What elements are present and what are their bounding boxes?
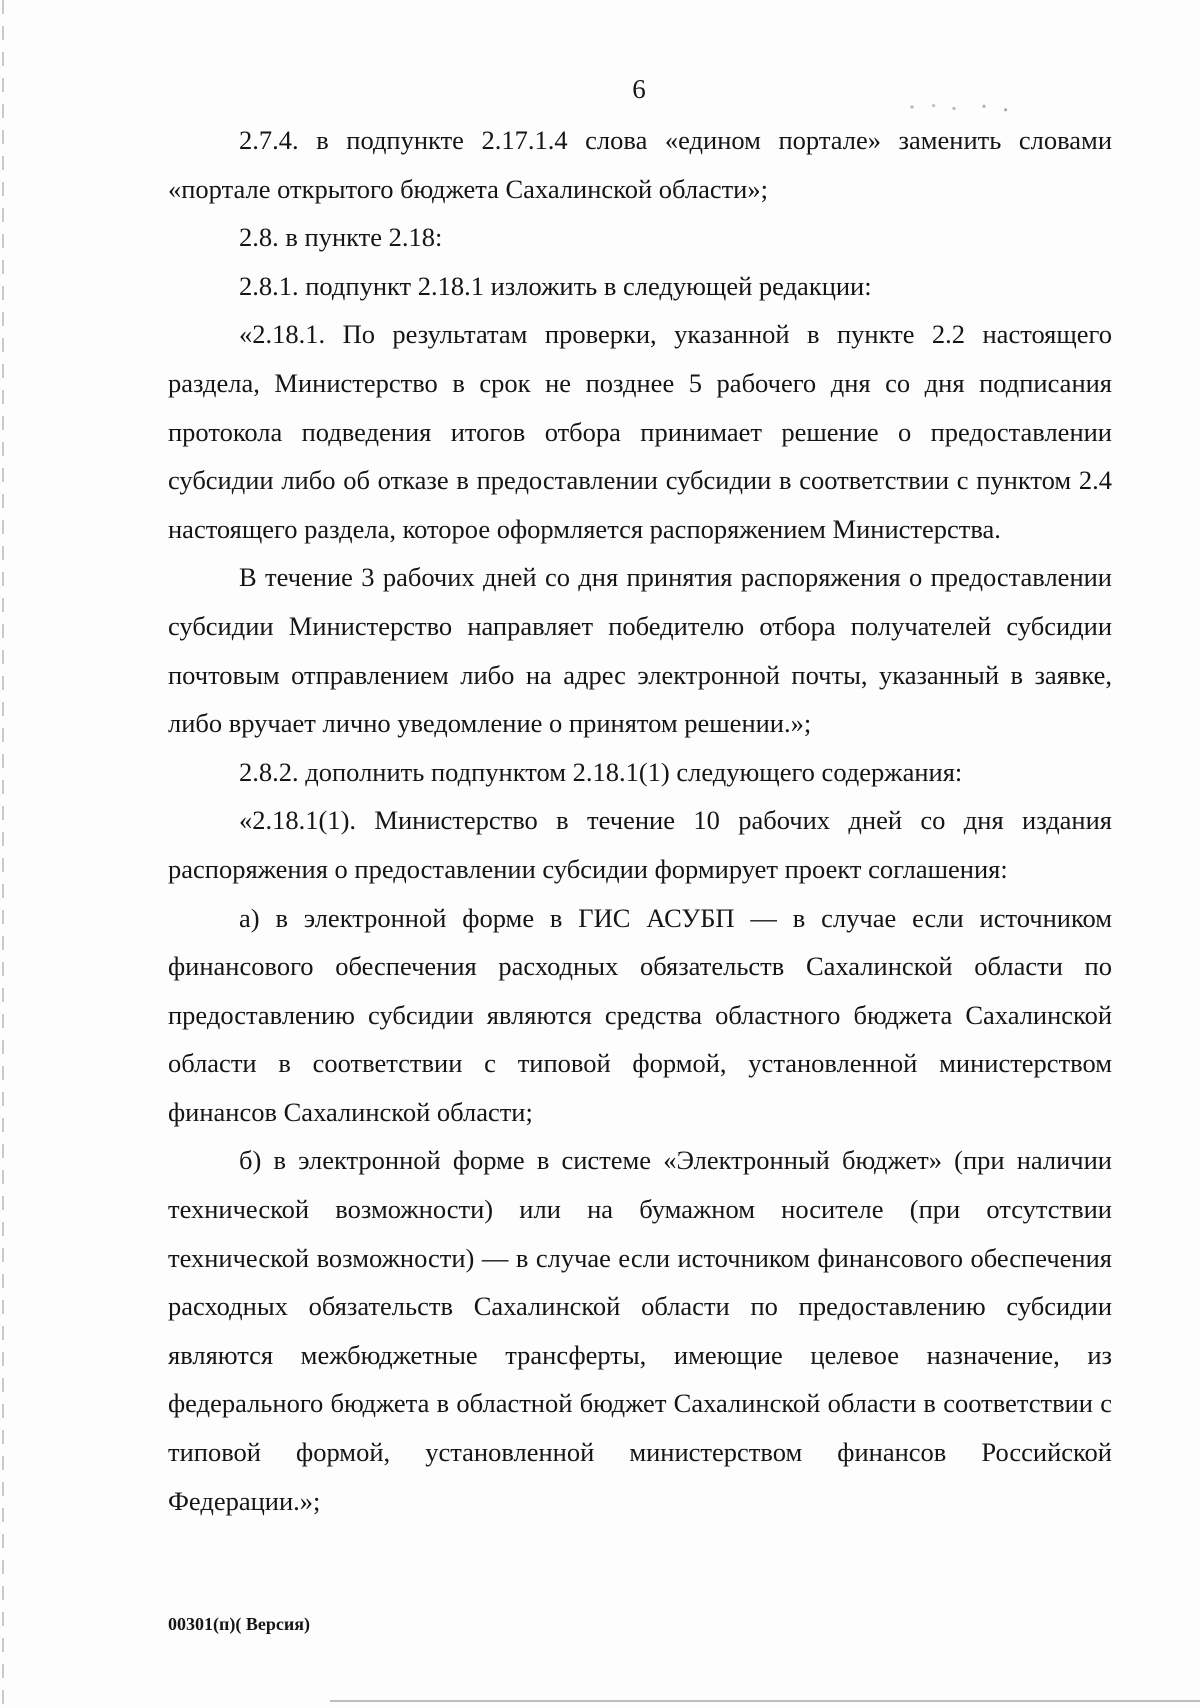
- paragraph-2-8: 2.8. в пункте 2.18:: [239, 222, 443, 253]
- page-number: 6: [632, 74, 646, 104]
- paragraph-item-b: б) в электронной форме в системе «Электронный бюджет» (при наличии технической возможности) или на бумажном носителе (при отсутствии технической возможности) — в случае если источником финансового обеспечения расходных обязательств Сахалинской области по предоставлению субсидии являются межбюджетные трансферты, имеющие целевое назначение, из федерального бюджета в областной бюджет Сахалинской области в соответствии с типовой формой, установленной министерством финансов Российской Федерации.»;: [168, 1145, 1112, 1516]
- scan-left-edge: [2, 0, 4, 1708]
- paragraph-2-7-4: 2.7.4. в подпункте 2.17.1.4 слова «едином портале» заменить словами «портале открытого бюджета Сахалинской области»;: [168, 125, 1112, 204]
- paragraph-item-a: а) в электронной форме в ГИС АСУБП — в случае если источником финансового обеспечения расходных обязательств Сахалинской области по предоставлению субсидии являются средства областного бюджета Сахалинской области в соответствии с типовой формой, установленной министерством финансов Сахалинской области;: [168, 902, 1112, 1127]
- paragraph-2-18-1-1: «2.18.1(1). Министерство в течение 10 рабочих дней со дня издания распоряжения о предоставлении субсидии формирует проект соглашения:: [168, 805, 1112, 884]
- document-footer-code: 00301(п)( Версия): [168, 1614, 310, 1634]
- paragraph-2-8-2: 2.8.2. дополнить подпунктом 2.18.1(1) следующего содержания:: [239, 756, 963, 787]
- paragraph-2-8-1: 2.8.1. подпункт 2.18.1 изложить в следующей редакции:: [239, 270, 872, 301]
- scan-bottom-edge: [330, 1700, 1200, 1702]
- paragraph-notification: В течение 3 рабочих дней со дня принятия распоряжения о предоставлении субсидии Министерство направляет победителю отбора получателей субсидии почтовым отправлением либо на адрес электронной почты, указанный в заявке, либо вручает лично уведомление о принятом решении.»;: [168, 562, 1112, 739]
- document-body: [168, 116, 1112, 1525]
- paragraph-2-18-1: «2.18.1. По результатам проверки, указанной в пункте 2.2 настоящего раздела, Министерство в срок не позднее 5 рабочего дня со дня подписания протокола подведения итогов отбора принимает решение о предоставлении субсидии либо об отказе в предоставлении субсидии в соответствии с пунктом 2.4 настоящего раздела, которое оформляется распоряжением Министерства.: [168, 319, 1112, 544]
